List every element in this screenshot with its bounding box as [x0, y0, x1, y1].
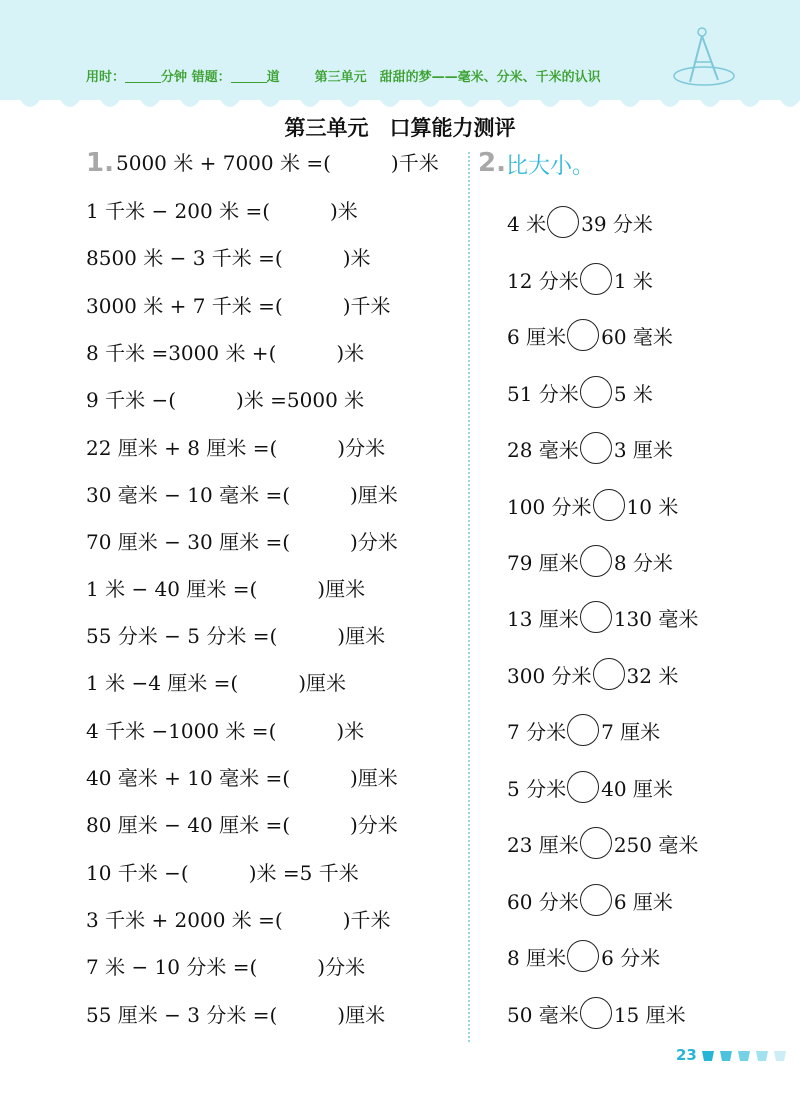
compare-left: 6 厘米 [507, 324, 567, 349]
compare-left: 23 厘米 [507, 832, 579, 857]
answer-circle[interactable] [593, 489, 625, 521]
calc-item: 1 千米 − 200 米 =( )米 [86, 199, 358, 223]
answer-circle[interactable] [567, 940, 599, 972]
compass-icon [668, 24, 738, 92]
calc-item: 80 厘米 − 40 厘米 =( )分米 [86, 813, 398, 837]
header-info [86, 66, 601, 85]
compare-left: 28 毫米 [507, 437, 579, 462]
calc-item: 4 千米 −1000 米 =( )米 [86, 719, 365, 743]
time-label: 用时： [86, 70, 126, 85]
compare-right: 8 分米 [613, 550, 673, 575]
compare-right: 15 厘米 [613, 1002, 686, 1027]
calc-item: 8500 米 − 3 千米 =( )米 [86, 246, 371, 270]
compare-left: 300 分米 [507, 663, 592, 688]
compare-row [507, 487, 678, 523]
calc-item: 5000 米 + 7000 米 =( )千米 [116, 151, 439, 175]
compare-right: 250 毫米 [613, 832, 699, 857]
section2-title: 比大小。 [506, 154, 595, 179]
compare-right: 6 分米 [601, 945, 661, 970]
error-blank [231, 70, 267, 83]
compare-row [507, 995, 686, 1031]
compare-right: 40 厘米 [601, 776, 673, 801]
decorative-cups-icon [700, 1049, 790, 1063]
section2-number: 2. [478, 148, 506, 178]
compare-row [507, 317, 673, 353]
answer-circle[interactable] [580, 376, 612, 408]
calc-item: 1 米 − 40 厘米 =( )厘米 [86, 577, 366, 601]
answer-circle[interactable] [580, 545, 612, 577]
compare-row [507, 656, 678, 692]
column-divider [468, 152, 470, 1042]
compare-row [507, 204, 653, 240]
compare-row [507, 825, 698, 861]
compare-row [507, 769, 673, 805]
compare-left: 79 厘米 [507, 550, 579, 575]
answer-circle[interactable] [567, 714, 599, 746]
compare-left: 51 分米 [507, 381, 579, 406]
compare-left: 60 分米 [507, 889, 579, 914]
calc-item: 1 米 −4 厘米 =( )厘米 [86, 671, 346, 695]
answer-circle[interactable] [580, 997, 612, 1029]
calc-item: 10 千米 −( )米 =5 千米 [86, 861, 359, 885]
compare-right: 39 分米 [581, 211, 653, 236]
compare-right: 10 米 [626, 494, 679, 519]
compare-row [507, 430, 673, 466]
calc-item: 3 千米 + 2000 米 =( )千米 [86, 908, 391, 932]
compare-left: 8 厘米 [507, 945, 567, 970]
compare-row [507, 374, 653, 410]
compare-right: 32 米 [626, 663, 679, 688]
calc-item: 70 厘米 − 30 厘米 =( )分米 [86, 530, 398, 554]
compare-left: 50 毫米 [507, 1002, 579, 1027]
answer-circle[interactable] [580, 263, 612, 295]
compare-right: 6 厘米 [613, 889, 673, 914]
answer-circle[interactable] [567, 319, 599, 351]
compare-row [507, 599, 698, 635]
compare-left: 5 分米 [507, 776, 567, 801]
compare-row [507, 938, 660, 974]
compare-right: 3 厘米 [613, 437, 673, 462]
item-label: 道 [266, 70, 280, 85]
section1-number: 1. [86, 148, 114, 178]
answer-circle[interactable] [547, 206, 579, 238]
answer-circle[interactable] [567, 771, 599, 803]
compare-row [507, 543, 673, 579]
answer-circle[interactable] [580, 601, 612, 633]
minute-label: 分钟 [161, 70, 188, 85]
compare-right: 60 毫米 [601, 324, 673, 349]
error-label: 错题： [191, 70, 231, 85]
answer-circle[interactable] [580, 884, 612, 916]
compare-row [507, 712, 660, 748]
calc-item: 9 千米 −( )米 =5000 米 [86, 388, 365, 412]
unit-title: 第三单元 甜甜的梦——毫米、分米、千米的认识 [314, 70, 601, 85]
calc-item: 3000 米 + 7 千米 =( )千米 [86, 294, 391, 318]
calc-item: 55 分米 − 5 分米 =( )厘米 [86, 624, 386, 648]
compare-row [507, 882, 673, 918]
calc-item: 8 千米 =3000 米 +( )米 [86, 341, 365, 365]
compare-row [507, 261, 653, 297]
calc-item: 55 厘米 − 3 分米 =( )厘米 [86, 1003, 386, 1027]
page-title: 第三单元 口算能力测评 [284, 116, 516, 140]
compare-right: 1 米 [613, 268, 653, 293]
calc-item: 30 毫米 − 10 毫米 =( )厘米 [86, 483, 398, 507]
compare-left: 4 米 [507, 211, 547, 236]
compare-left: 100 分米 [507, 494, 592, 519]
calc-item: 40 毫米 + 10 毫米 =( )厘米 [86, 766, 398, 790]
compare-right: 5 米 [613, 381, 653, 406]
time-blank [125, 70, 161, 83]
page-number: 23 [676, 1046, 697, 1064]
compare-right: 130 毫米 [613, 606, 699, 631]
answer-circle[interactable] [593, 658, 625, 690]
calc-item: 22 厘米 + 8 厘米 =( )分米 [86, 436, 386, 460]
compare-left: 7 分米 [507, 719, 567, 744]
answer-circle[interactable] [580, 827, 612, 859]
compare-right: 7 厘米 [601, 719, 661, 744]
answer-circle[interactable] [580, 432, 612, 464]
calc-item: 7 米 − 10 分米 =( )分米 [86, 955, 366, 979]
compare-left: 12 分米 [507, 268, 579, 293]
compare-left: 13 厘米 [507, 606, 579, 631]
